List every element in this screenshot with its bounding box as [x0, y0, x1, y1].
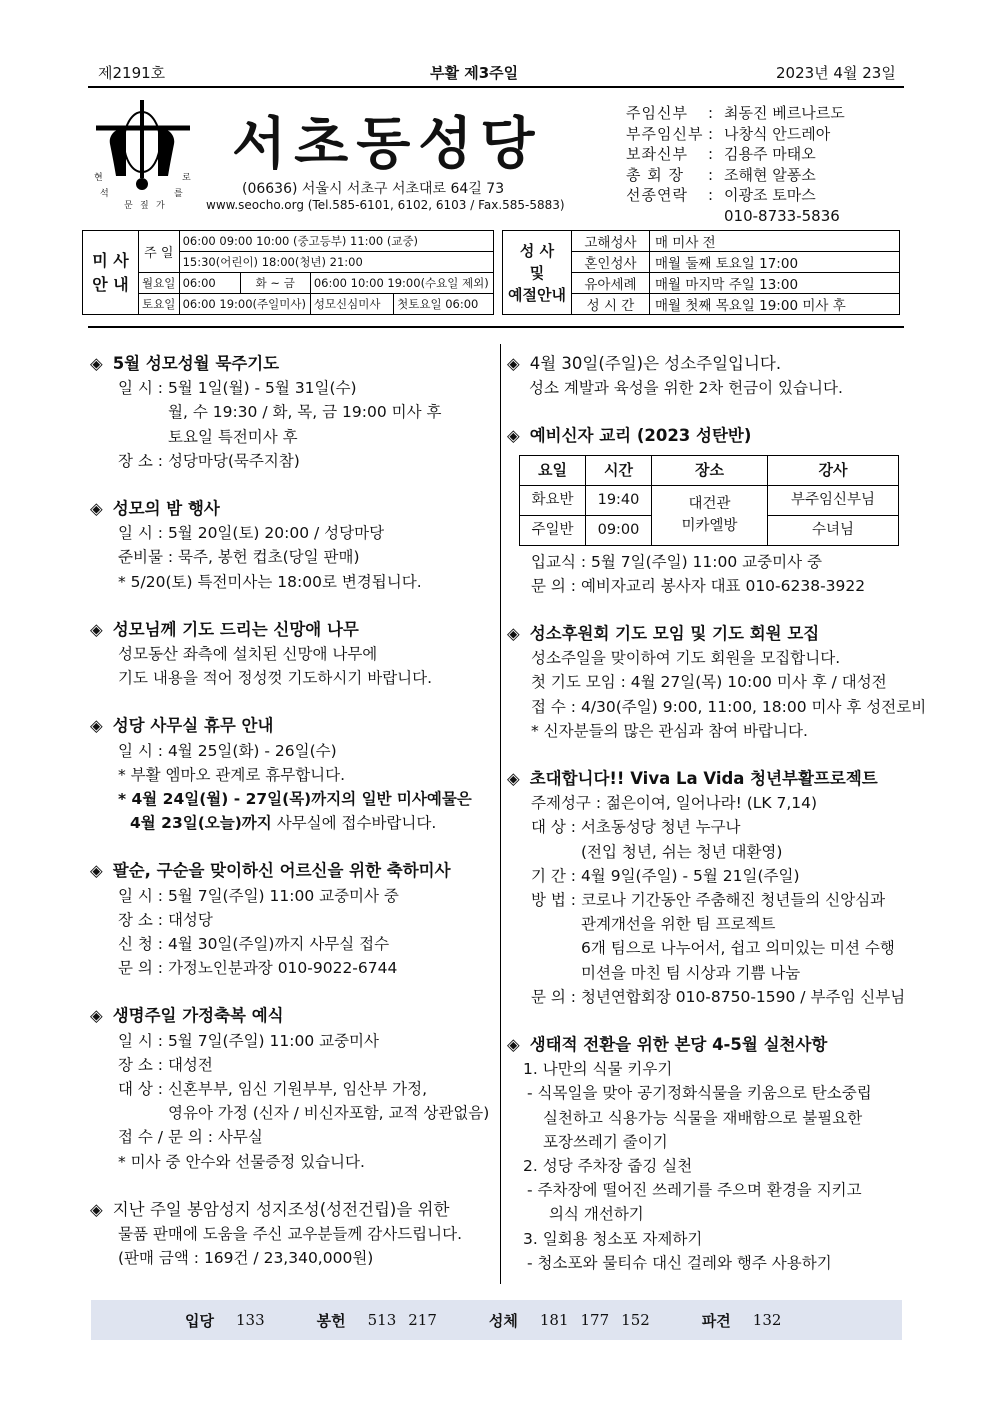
notice-line: 2. 성당 주차장 줍깅 실천: [523, 1157, 693, 1176]
notice-title: 팔순, 구순을 맞이하신 어르신을 위한 축하미사: [112, 861, 451, 881]
mass-label: 미 사 안 내: [83, 231, 139, 315]
first-saturday: 첫토요일 06:00: [394, 294, 494, 315]
table-cell: 19:40: [586, 485, 652, 515]
sacrament-time: 매 미사 전: [649, 231, 899, 252]
table-header: 장소: [652, 455, 768, 485]
notice-title: 지난 주일 봉암성지 성지조성(성전건립)을 위한: [112, 1199, 450, 1219]
diamond-icon: ◈: [90, 1006, 103, 1026]
header-rule: [88, 86, 904, 88]
notice-line: 입교식 : 5월 7일(주일) 11:00 교중미사 중: [531, 552, 822, 571]
staff-name: 조해현 알퐁소: [724, 165, 816, 184]
notice-line: (전입 청년, 쉬는 청년 대환영): [581, 842, 783, 861]
notice-may-rosary: [90, 352, 496, 473]
table-cell: 대건관 미카엘방: [652, 485, 768, 545]
notice-line: 대 상 : 서초동성당 청년 누구나: [531, 818, 741, 837]
table-header: 강사: [768, 455, 899, 485]
notice-line: 3. 일회용 청소포 자제하기: [523, 1229, 703, 1248]
notice-line: 성모동산 좌측에 설치된 신망애 나무에: [118, 645, 378, 664]
notice-line: 문 의 : 청년연합회장 010-8750-1590 / 부주임 신부님: [531, 987, 906, 1006]
notice-title: 생태적 전환을 위한 본당 4-5월 실천사항: [529, 1035, 828, 1055]
diamond-icon: ◈: [507, 769, 520, 789]
notice-marian-night: [90, 497, 496, 594]
notice-line: 월, 수 19:30 / 화, 목, 금 19:00 미사 후: [168, 403, 442, 422]
diamond-icon: ◈: [507, 624, 520, 644]
notice-line: 일 시 : 5월 7일(주일) 11:00 교중미사: [118, 1031, 380, 1050]
notice-line: 일 시 : 4월 25일(화) - 26일(수): [118, 741, 337, 760]
notice-thanks: [90, 1198, 496, 1271]
staff-name: 최동진 베르나르도: [724, 104, 845, 122]
parish-logo: [88, 98, 198, 210]
table-cell: 부주임신부님: [768, 485, 899, 515]
parish-address: (06636) 서울시 서초구 서초대로 64길 73: [242, 181, 505, 197]
notice-line: 성소 계발과 육성을 위한 2차 헌금이 있습니다.: [529, 379, 843, 398]
notice-line: 일 시 : 5월 7일(주일) 11:00 교중미사 중: [118, 886, 399, 905]
notice-title: 5월 성모성월 묵주기도: [112, 354, 280, 373]
liturgical-season: 부활 제3주일: [430, 64, 519, 82]
notice-line: 장 소 : 대성전: [118, 1055, 213, 1074]
table-header: 시간: [586, 455, 652, 485]
notice-catechumen: [507, 424, 907, 598]
sacrament-name: 유아세례: [571, 273, 649, 294]
diamond-icon: ◈: [90, 354, 103, 373]
staff-name: 김용주 마태오: [724, 145, 816, 163]
notice-line: 미션을 마친 팀 시상과 기쁨 나눔: [581, 963, 801, 982]
diamond-icon: ◈: [90, 499, 103, 519]
notice-title: 성당 사무실 휴무 안내: [112, 716, 274, 736]
stat-label-seongche: 성체: [488, 1311, 518, 1330]
stat-value: 181: [539, 1311, 569, 1329]
notice-title: 생명주일 가정축복 예식: [112, 1006, 284, 1026]
notice-line: 접 수 : 4/30(주일) 9:00, 11:00, 18:00 미사 후 성전로비: [531, 697, 927, 716]
notice-line: 일 시 : 5월 20일(토) 20:00 / 성당마당: [118, 524, 385, 543]
staff-list: 주임신부 : 최동진 베르나르도 부주임신부 : 나창식 안드레아 보좌신부 : 김용주 마태오 총 회 장 : 조해현 알퐁소 선종연락 : 이광조 토마스 010-8733-5836: [626, 104, 845, 225]
staff-role: 부주임신부: [626, 124, 704, 143]
saturday-label: 토요일: [139, 294, 180, 315]
table-row: [520, 485, 899, 515]
logo-char: 현: [94, 173, 103, 183]
notice-line: 일 시 : 5월 1일(월) - 5월 31일(수): [118, 379, 357, 398]
notice-line: - 식목일을 맞아 공기정화식물을 키움으로 탄소중립: [527, 1084, 872, 1103]
notice-line: * 5/20(토) 특전미사는 18:00로 변경됩니다.: [118, 572, 422, 591]
table-cell: 09:00: [586, 515, 652, 545]
notice-ecology: [507, 1033, 907, 1275]
notice-line: 6개 팀으로 나누어서, 쉽고 의미있는 미션 수행: [581, 939, 895, 958]
notice-family-blessing: [90, 1004, 496, 1173]
notice-title: 성모의 밤 행사: [112, 499, 220, 519]
logo-char: 를: [174, 189, 183, 199]
sunday-label: 주 일: [139, 231, 180, 273]
logo-char: 가: [156, 201, 165, 211]
notice-line: 관계개선을 위한 팀 프로젝트: [581, 915, 776, 934]
notice-prayer-tree: [90, 618, 496, 691]
notice-line: 문 의 : 가정노인분과장 010-9022-6744: [118, 959, 398, 978]
schedule-rule: [88, 326, 904, 328]
sacrament-name: 혼인성사: [571, 252, 649, 273]
logo-char: 문: [124, 201, 133, 211]
notice-title: 성소후원회 기도 모임 및 기도 회원 모집: [529, 624, 820, 644]
notice-line: 주제성구 : 젊은이여, 일어나라! (LK 7,14): [531, 794, 818, 813]
stat-value: 132: [752, 1311, 782, 1329]
staff-role: 총 회 장: [626, 165, 685, 184]
staff-role: 보좌신부: [626, 145, 688, 163]
notice-office-closed: [90, 714, 496, 835]
stat-value: 152: [621, 1311, 650, 1329]
sacraments-table: [502, 230, 900, 315]
notice-vocation-sunday: [507, 352, 907, 400]
sacrament-time: 매월 둘째 토요일 17:00: [649, 252, 899, 273]
notice-line: - 주차장에 떨어진 쓰레기를 주으며 환경을 지키고: [527, 1181, 862, 1200]
stat-value: 177: [580, 1311, 610, 1329]
left-column: [90, 352, 496, 1295]
table-cell: 화요반: [520, 485, 586, 515]
notice-line: 성소주일을 맞이하여 기도 회원을 모집합니다.: [531, 649, 841, 668]
notice-line: 접 수 / 문 의 : 사무실: [118, 1128, 263, 1147]
stat-value: 513: [367, 1311, 397, 1329]
notice-line: 문 의 : 예비자교리 봉사자 대표 010-6238-3922: [531, 576, 866, 595]
staff-role: 주임신부: [626, 104, 688, 122]
sacrament-time: 매월 첫째 목요일 19:00 미사 후: [649, 294, 899, 315]
notice-line: 영유아 가정 (신자 / 비신자포함, 교적 상관없음): [168, 1104, 490, 1123]
catechumen-table: [519, 455, 899, 546]
notice-line: 포장쓰레기 줄이기: [543, 1132, 668, 1151]
sacrament-time: 매월 마지막 주일 13:00: [649, 273, 899, 294]
notice-line: * 4월 24일(월) - 27일(목)까지의 일반 미사예물은: [118, 790, 472, 809]
notice-vocation-prayer: [507, 622, 927, 743]
notice-line: (판매 금액 : 169건 / 23,340,000원): [118, 1249, 374, 1268]
notice-line: 물품 판매에 도움을 주신 교우분들께 감사드립니다.: [118, 1225, 462, 1244]
notice-line: 4월 23일(오늘)까지 사무실에 접수바랍니다.: [130, 814, 437, 833]
logo-char: 로: [182, 173, 191, 183]
saturday-times: 06:00 19:00(주일미사): [179, 294, 310, 315]
notice-line: 대 상 : 신혼부부, 임신 기원부부, 임산부 가정,: [118, 1080, 428, 1099]
notice-line: 실천하고 식용가능 식물을 재배함으로 불필요한: [543, 1108, 863, 1127]
notice-line: * 부활 엠마오 관계로 휴무합니다.: [118, 765, 346, 784]
marian-mass: 성모신심미사: [310, 294, 393, 315]
tuefri-times: 06:00 10:00 19:00(수요일 제외): [310, 273, 493, 294]
sunday-times-2: 15:30(어린이) 18:00(청년) 21:00: [179, 252, 493, 273]
notice-line: 장 소 : 대성당: [118, 910, 213, 929]
stat-label-pagyeon: 파견: [701, 1311, 731, 1330]
notice-line: 기 간 : 4월 9일(주일) - 5월 21일(주일): [531, 866, 800, 885]
mass-schedule-table: [82, 230, 494, 315]
table-cell: 주일반: [520, 515, 586, 545]
staff-name: 이광조 토마스: [724, 186, 816, 204]
right-column: [507, 352, 927, 1299]
parish-title: 서초동성당: [232, 111, 543, 177]
sacrament-name: 성 시 간: [571, 294, 649, 315]
parish-contact[interactable]: www.seocho.org (Tel.585-6101, 6102, 6103 / Fax.585-5883): [206, 198, 565, 212]
notice-line: 신 청 : 4월 30일(주일)까지 사무실 접수: [118, 935, 390, 954]
tuefri-label: 화 ~ 금: [240, 273, 310, 294]
staff-role: 선종연락: [626, 186, 688, 204]
stat-label-bongheon: 봉헌: [316, 1311, 346, 1330]
stat-value: 217: [408, 1311, 437, 1329]
notice-line: 1. 나만의 식물 키우기: [523, 1060, 673, 1079]
sacrament-name: 고해성사: [571, 231, 649, 252]
diamond-icon: ◈: [90, 1199, 103, 1219]
logo-char: 짚: [140, 201, 149, 211]
monday-label: 월요일: [139, 273, 180, 294]
table-header: 요일: [520, 455, 586, 485]
notice-line: * 신자분들의 많은 관심과 참여 바랍니다.: [531, 721, 808, 740]
bulletin-date: 2023년 4월 23일: [776, 64, 896, 82]
notice-youth-project: [507, 767, 907, 1009]
stat-label-ipdang: 입당: [185, 1311, 214, 1330]
diamond-icon: ◈: [507, 354, 520, 373]
notice-line: 방 법 : 코로나 기간동안 주춤해진 청년들의 신앙심과: [531, 891, 886, 910]
column-divider: [500, 344, 501, 1284]
diamond-icon: ◈: [90, 861, 103, 881]
notice-line: 기도 내용을 적어 정성껏 기도하시기 바랍니다.: [118, 669, 433, 688]
sunday-times-1: 06:00 09:00 10:00 (중고등부) 11:00 (교중): [179, 231, 493, 252]
stat-value: 133: [235, 1311, 265, 1329]
notice-title: 초대합니다!! Viva La Vida 청년부활프로젝트: [529, 769, 878, 789]
diamond-icon: ◈: [90, 716, 103, 736]
table-cell: 수녀님: [768, 515, 899, 545]
notice-title: 예비신자 교리 (2023 성탄반): [529, 426, 752, 446]
notice-title: 성모님께 기도 드리는 신망애 나무: [112, 619, 359, 639]
attendance-stats-bar: [91, 1300, 902, 1340]
notice-elder-mass: [90, 859, 496, 980]
diamond-icon: ◈: [90, 619, 103, 639]
notice-line: 준비물 : 묵주, 봉헌 컵초(당일 판매): [118, 548, 360, 567]
notice-line: 장 소 : 성당마당(묵주지참): [118, 451, 300, 470]
notice-line: 토요일 특전미사 후: [168, 427, 298, 446]
notice-line: 의식 개선하기: [549, 1205, 644, 1224]
notice-line: - 청소포와 물티슈 대신 걸레와 행주 사용하기: [527, 1253, 832, 1272]
logo-char: 석: [100, 189, 109, 199]
staff-name: 나창식 안드레아: [724, 124, 831, 143]
staff-phone: 010-8733-5836: [724, 206, 840, 225]
notice-title: 4월 30일(주일)은 성소주일입니다.: [529, 354, 782, 373]
notice-line: 첫 기도 모임 : 4월 27일(목) 10:00 미사 후 / 대성전: [531, 673, 887, 692]
issue-number: 제2191호: [98, 64, 166, 82]
diamond-icon: ◈: [507, 426, 520, 446]
monday-time: 06:00: [179, 273, 240, 294]
diamond-icon: ◈: [507, 1035, 520, 1055]
sacraments-label: 성 사 및 예절안내: [503, 231, 572, 315]
notice-line: * 미사 중 안수와 선물증정 있습니다.: [118, 1152, 365, 1171]
